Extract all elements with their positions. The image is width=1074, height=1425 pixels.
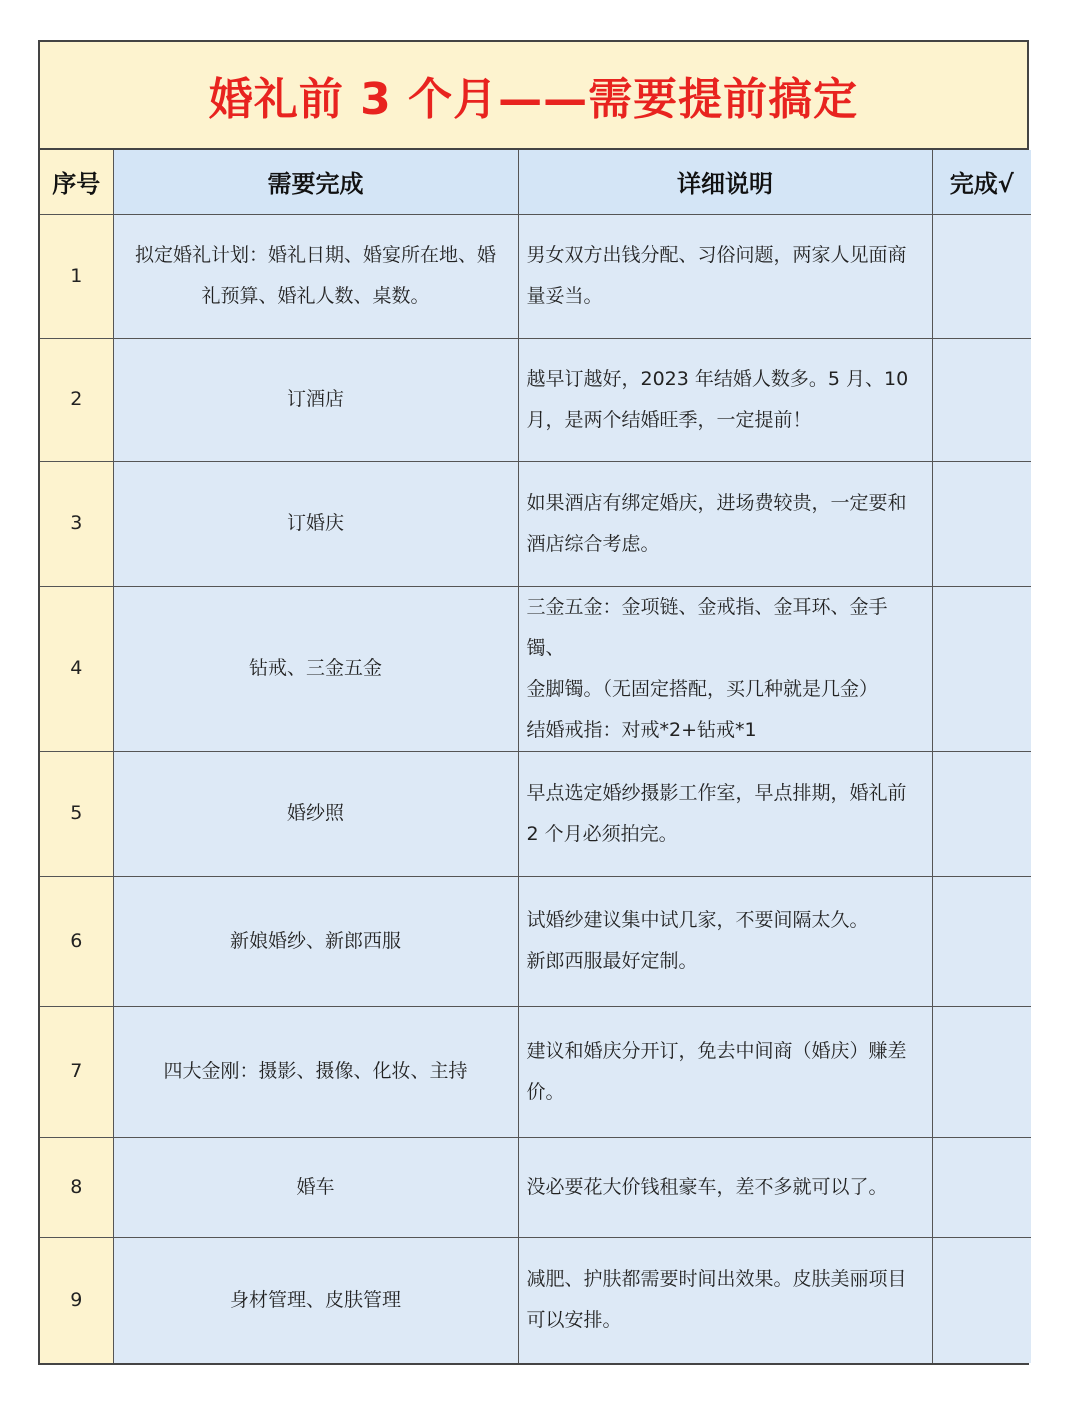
task-cell [113, 338, 518, 461]
task-line: 订婚庆 [286, 512, 344, 534]
table-row [40, 751, 1031, 876]
row-number: 8 [40, 1137, 113, 1237]
detail-line: 金脚镯。（无固定搭配，买几种就是几金） [526, 677, 879, 700]
header-task: 需要完成 [113, 150, 518, 214]
task-cell [113, 1237, 518, 1363]
detail-cell [518, 1006, 932, 1137]
table-row [40, 586, 1031, 751]
task-line: 订酒店 [286, 388, 344, 410]
detail-line: 男女双方出钱分配、习俗问题，两家人见面商 [526, 244, 907, 266]
detail-cell [518, 586, 932, 751]
done-checkbox-cell[interactable] [932, 1006, 1031, 1137]
page-title: 婚礼前 3 个月——需要提前搞定 [208, 74, 859, 125]
detail-line: 早点选定婚纱摄影工作室，早点排期，婚礼前 [526, 781, 907, 804]
detail-line: 建议和婚庆分开订，免去中间商（婚庆）赚差 [526, 1039, 907, 1062]
detail-cell [518, 1237, 932, 1363]
detail-line: 三金五金：金项链、金戒指、金耳环、金手镯、 [526, 595, 888, 659]
detail-line: 可以安排。 [526, 1309, 622, 1332]
detail-line: 新郎西服最好定制。 [526, 950, 698, 972]
task-line: 身材管理、皮肤管理 [229, 1288, 401, 1311]
detail-cell [518, 751, 932, 876]
detail-line: 月，是两个结婚旺季，一定提前！ [526, 408, 812, 431]
done-checkbox-cell[interactable] [932, 751, 1031, 876]
header-detail: 详细说明 [518, 150, 932, 214]
table-row [40, 461, 1031, 586]
detail-line: 价。 [526, 1080, 565, 1103]
done-checkbox-cell[interactable] [932, 586, 1031, 751]
done-checkbox-cell[interactable] [932, 214, 1031, 338]
detail-cell [518, 214, 932, 338]
task-line: 婚车 [296, 1175, 335, 1198]
detail-line: 如果酒店有绑定婚庆，进场费较贵，一定要和 [526, 491, 907, 514]
detail-line: 越早订越好，2023 年结婚人数多。5 月、10 [526, 367, 909, 390]
detail-line: 减肥、护肤都需要时间出效果。皮肤美丽项目 [526, 1268, 907, 1291]
task-cell [113, 751, 518, 876]
task-line: 婚纱照 [286, 802, 344, 824]
done-checkbox-cell[interactable] [932, 1237, 1031, 1363]
checklist-table [40, 150, 1031, 1363]
row-number: 4 [40, 586, 113, 751]
task-cell [113, 586, 518, 751]
detail-line: 量妥当。 [526, 285, 603, 307]
row-number: 5 [40, 751, 113, 876]
row-number: 3 [40, 461, 113, 586]
title-bar [40, 42, 1027, 150]
task-line: 新娘婚纱、新郎西服 [229, 929, 401, 952]
row-number: 7 [40, 1006, 113, 1137]
table-row [40, 1137, 1031, 1237]
detail-cell [518, 461, 932, 586]
task-line: 礼预算、婚礼人数、桌数。 [201, 285, 430, 307]
done-checkbox-cell[interactable] [932, 876, 1031, 1006]
task-line: 钻戒、三金五金 [248, 657, 382, 679]
table-row [40, 876, 1031, 1006]
header-done: 完成√ [932, 150, 1031, 214]
detail-cell [518, 338, 932, 461]
detail-line: 酒店综合考虑。 [526, 532, 660, 555]
row-number: 9 [40, 1237, 113, 1363]
detail-line: 2 个月必须拍完。 [526, 822, 678, 845]
task-cell [113, 461, 518, 586]
task-cell [113, 876, 518, 1006]
table-row [40, 1006, 1031, 1137]
table-row [40, 338, 1031, 461]
table-row [40, 1237, 1031, 1363]
detail-cell [518, 1137, 932, 1237]
task-line: 拟定婚礼计划：婚礼日期、婚宴所在地、婚 [134, 244, 496, 266]
task-line: 四大金刚：摄影、摄像、化妆、主持 [163, 1060, 468, 1082]
checklist-sheet [38, 40, 1029, 1365]
done-checkbox-cell[interactable] [932, 1137, 1031, 1237]
done-checkbox-cell[interactable] [932, 338, 1031, 461]
header-num: 序号 [40, 150, 113, 214]
table-row [40, 214, 1031, 338]
task-cell [113, 214, 518, 338]
detail-line: 结婚戒指：对戒*2+钻戒*1 [526, 718, 757, 741]
detail-cell [518, 876, 932, 1006]
header-row [40, 150, 1031, 214]
detail-line: 试婚纱建议集中试几家，不要间隔太久。 [526, 909, 869, 931]
row-number: 2 [40, 338, 113, 461]
task-cell [113, 1006, 518, 1137]
row-number: 6 [40, 876, 113, 1006]
detail-line: 没必要花大价钱租豪车，差不多就可以了。 [526, 1175, 888, 1198]
row-number: 1 [40, 214, 113, 338]
done-checkbox-cell[interactable] [932, 461, 1031, 586]
task-cell [113, 1137, 518, 1237]
